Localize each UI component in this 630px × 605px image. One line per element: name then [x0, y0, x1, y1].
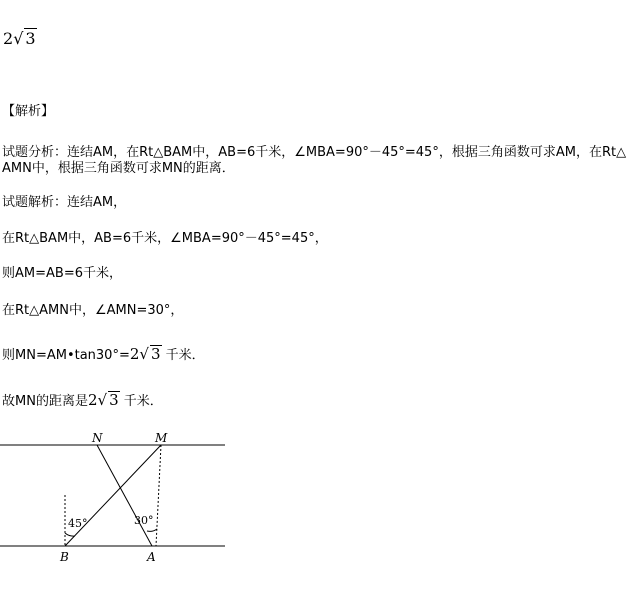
analysis-title: 【解析】 [2, 104, 55, 119]
analysis-line-4: 在Rt△BAM中，AB=6千米，∠MBA=90°－45°=45°， [2, 231, 328, 246]
dashed-north-A [156, 445, 161, 546]
line7-sqrt: √ 3 [139, 345, 161, 363]
label-N: N [92, 431, 103, 445]
angle-arc-A [147, 529, 157, 531]
segment-BM [65, 445, 161, 546]
line8-unit: 千米． [123, 394, 163, 409]
line8-radicand: 3 [109, 391, 119, 409]
line7-text: 则MN=AM•tan30°= [2, 348, 130, 363]
line7-coef: 2 [129, 345, 140, 363]
angle-arc-B [65, 533, 75, 536]
label-M: M [155, 431, 168, 445]
answer-coef: 2 [3, 29, 14, 48]
segment-NA [97, 445, 152, 546]
angle-label-45: 45° [68, 517, 88, 530]
line8-text: 故MN的距离是 [2, 394, 88, 409]
analysis-line-2: AMN中，根据三角函数可求MN的距离． [2, 161, 235, 176]
label-B: B [60, 550, 69, 564]
line7-radicand: 3 [150, 345, 161, 363]
analysis-line-8 [2, 391, 163, 410]
line8-sqrt: √ 3 [97, 391, 119, 409]
analysis-line-5: 则AM=AB=6千米， [2, 266, 122, 281]
label-A: A [147, 550, 156, 564]
line8-coef: 2 [87, 391, 98, 409]
answer-sqrt: √ 3 [13, 29, 36, 48]
analysis-line-6: 在Rt△AMN中，∠AMN=30°， [2, 303, 184, 318]
angle-label-30: 30° [134, 514, 154, 527]
answer-value [3, 28, 37, 48]
analysis-line-7 [2, 345, 205, 364]
line7-unit: 千米． [165, 348, 205, 363]
geometry-figure [0, 425, 240, 570]
analysis-line-3: 试题解析：连结AM， [2, 195, 127, 210]
analysis-line-1: 试题分析：连结AM，在Rt△BAM中，AB=6千米，∠MBA=90°－45°=45°，根据三角函数可求AM，在Rt△ [2, 145, 627, 160]
answer-radicand: 3 [25, 29, 36, 48]
